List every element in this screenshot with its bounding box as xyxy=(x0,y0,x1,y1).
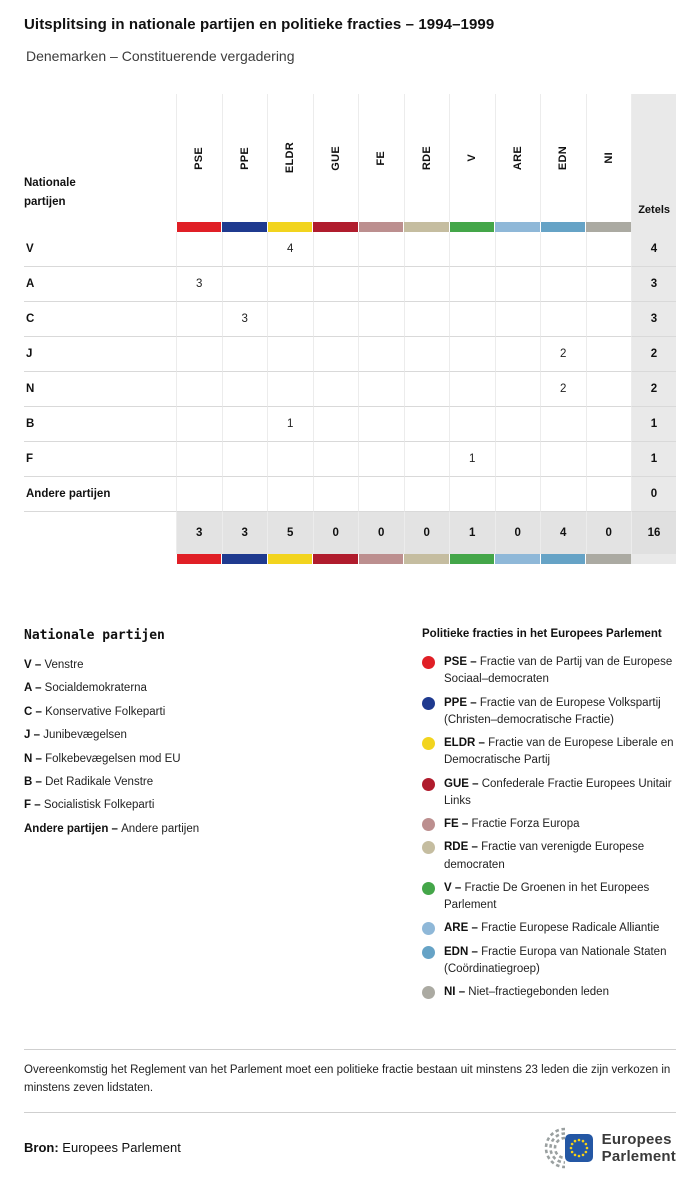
group-color-dot xyxy=(422,697,435,710)
legend-group-code: PPE – xyxy=(444,696,480,709)
colorbar-PPE-top xyxy=(222,222,268,232)
legend-party-code: N – xyxy=(24,752,46,765)
legend-group-item xyxy=(422,944,676,979)
legend-group-item xyxy=(422,816,676,833)
colorbar-GUE-top xyxy=(313,222,359,232)
total-EDN: 4 xyxy=(540,512,586,554)
colorbar-FE-top xyxy=(358,222,404,232)
legend-group-item xyxy=(422,920,676,937)
colorbar-V-bottom xyxy=(449,554,495,564)
cell-Andere-partijen-RDE xyxy=(404,477,450,512)
cell-J-NI xyxy=(586,337,632,372)
column-header-label: RDE xyxy=(420,145,433,171)
cell-J-ARE xyxy=(495,337,541,372)
cell-N-ELDR xyxy=(267,372,313,407)
legend-party-item xyxy=(24,822,422,836)
column-header-label: EDN xyxy=(557,145,570,171)
group-color-bar xyxy=(268,222,313,232)
legend-parties-header: Nationale partijen xyxy=(24,628,165,643)
page-title: Uitsplitsing in nationale partijen en politieke fracties – 1994–1999 xyxy=(24,16,495,33)
cell-V-EDN xyxy=(540,232,586,267)
group-color-dot xyxy=(422,946,435,959)
colorbar-EDN-top xyxy=(540,222,586,232)
cell-A-V xyxy=(449,267,495,302)
source-label: Bron: xyxy=(24,1140,59,1156)
colorbar-ELDR-bottom xyxy=(267,554,313,564)
legend-party-code: B – xyxy=(24,775,46,788)
cell-N-EDN: 2 xyxy=(540,372,586,407)
cell-N-NI xyxy=(586,372,632,407)
group-color-bar xyxy=(313,222,358,232)
legend-group-text xyxy=(444,880,676,915)
cell-V-RDE xyxy=(404,232,450,267)
group-color-dot xyxy=(422,737,435,750)
colorbar-EDN-bottom xyxy=(540,554,586,564)
group-color-dot xyxy=(422,656,435,669)
cell-A-FE xyxy=(358,267,404,302)
legend-group-name: Fractie van de Europese Liberale en Democratische Partij xyxy=(444,737,674,767)
cell-J-EDN: 2 xyxy=(540,337,586,372)
cell-J-PPE xyxy=(222,337,268,372)
cell-N-V xyxy=(449,372,495,407)
group-color-bar xyxy=(313,554,358,564)
cell-F-ELDR xyxy=(267,442,313,477)
legend-party-name: Socialistisk Folkeparti xyxy=(43,799,155,812)
legend-party-code: V – xyxy=(24,659,45,671)
legend-political-groups xyxy=(422,628,676,1007)
cell-N-PPE xyxy=(222,372,268,407)
column-header-label: V xyxy=(466,154,479,162)
cell-F-PPE xyxy=(222,442,268,477)
group-color-bar xyxy=(495,222,540,232)
cell-B-FE xyxy=(358,407,404,442)
colorbar-PSE-bottom xyxy=(176,554,222,564)
cell-B-GUE xyxy=(313,407,359,442)
cell-B-EDN xyxy=(540,407,586,442)
legend-party-code: A – xyxy=(24,682,45,695)
total-GUE: 0 xyxy=(313,512,359,554)
seats-B: 1 xyxy=(631,407,676,442)
legend-party-item xyxy=(24,658,422,672)
legend-group-code: EDN – xyxy=(444,945,482,958)
legend-group-text xyxy=(444,984,609,1001)
row-header-label: Nationale partijen xyxy=(24,177,76,209)
group-color-dot xyxy=(422,882,435,895)
cell-Andere-partijen-PPE xyxy=(222,477,268,512)
group-color-bar xyxy=(359,222,404,232)
group-color-bar xyxy=(541,554,586,564)
legend-group-name: Niet–fractiegebonden leden xyxy=(468,986,609,998)
cell-B-NI xyxy=(586,407,632,442)
footnote: Overeenkomstig het Reglement van het Parlement moet een politieke fractie bestaan uit minstens 23 leden die zijn verkozen in minstens zeven lidstaten. xyxy=(24,1064,671,1095)
seats-Andere-partijen: 0 xyxy=(631,477,676,512)
legend-group-text xyxy=(444,776,676,811)
cell-N-RDE xyxy=(404,372,450,407)
party-label-J: J xyxy=(24,337,176,372)
legend-group-item xyxy=(422,776,676,811)
cell-Andere-partijen-ELDR xyxy=(267,477,313,512)
colorbar-V-top xyxy=(449,222,495,232)
cell-B-PSE xyxy=(176,407,222,442)
legend-party-name: Socialdemokraterna xyxy=(44,682,147,695)
cell-C-EDN xyxy=(540,302,586,337)
divider-top xyxy=(24,1049,676,1050)
cell-Andere-partijen-PSE xyxy=(176,477,222,512)
legend-party-item xyxy=(24,798,422,812)
cell-B-PPE xyxy=(222,407,268,442)
total-V: 1 xyxy=(449,512,495,554)
party-label-B: B xyxy=(24,407,176,442)
group-color-bar xyxy=(222,222,267,232)
seats-header-label: Zetels xyxy=(638,204,670,216)
legend-group-item xyxy=(422,735,676,770)
cell-N-FE xyxy=(358,372,404,407)
column-header-label: FE xyxy=(375,150,388,166)
legend-party-code: C – xyxy=(24,705,46,718)
legend-group-text xyxy=(444,839,676,874)
cell-Andere-partijen-FE xyxy=(358,477,404,512)
total-ARE: 0 xyxy=(495,512,541,554)
ep-hemicycle-flag-icon xyxy=(529,1125,595,1171)
cell-Andere-partijen-GUE xyxy=(313,477,359,512)
cell-J-ELDR xyxy=(267,337,313,372)
column-header-PSE xyxy=(176,94,222,222)
cell-C-ELDR xyxy=(267,302,313,337)
cell-F-PSE xyxy=(176,442,222,477)
legend-party-name: Det Radikale Venstre xyxy=(45,775,154,788)
column-header-EDN xyxy=(540,94,586,222)
column-header-label: ARE xyxy=(511,145,524,171)
cell-A-ARE xyxy=(495,267,541,302)
group-color-dot xyxy=(422,922,435,935)
legend-group-name: Fractie De Groenen in het Europees Parlement xyxy=(444,881,650,911)
seats-V: 4 xyxy=(631,232,676,267)
group-color-bar xyxy=(404,554,449,564)
legend-party-name: Folkebevægelsen mod EU xyxy=(45,752,181,765)
colorbar-seats-spacer-top xyxy=(631,222,676,232)
column-header-NI xyxy=(586,94,632,222)
source xyxy=(24,1140,181,1155)
cell-A-NI xyxy=(586,267,632,302)
legend-group-item xyxy=(422,880,676,915)
total-RDE: 0 xyxy=(404,512,450,554)
legend-group-name: Fractie Europa van Nationale Staten (Coördinatiegroep) xyxy=(444,945,667,975)
seats-C: 3 xyxy=(631,302,676,337)
group-color-bar xyxy=(268,554,313,564)
legend-group-code: RDE – xyxy=(444,841,482,854)
cell-N-PSE xyxy=(176,372,222,407)
legend-group-name: Fractie Forza Europa xyxy=(471,818,580,830)
cell-A-RDE xyxy=(404,267,450,302)
cell-B-ELDR: 1 xyxy=(267,407,313,442)
page-subtitle: Denemarken – Constituerende vergadering xyxy=(26,48,295,64)
totals-spacer xyxy=(24,512,176,554)
total-NI: 0 xyxy=(586,512,632,554)
cell-V-NI xyxy=(586,232,632,267)
legend-party-name: Konservative Folkeparti xyxy=(45,705,166,718)
colorbar-ARE-top xyxy=(495,222,541,232)
legend-party-code: J – xyxy=(24,729,44,742)
cell-A-PPE xyxy=(222,267,268,302)
legend-group-text xyxy=(444,654,676,689)
legend-group-code: V – xyxy=(444,881,465,894)
group-color-bar xyxy=(586,222,631,232)
party-label-V: V xyxy=(24,232,176,267)
cell-Andere-partijen-NI xyxy=(586,477,632,512)
cell-J-GUE xyxy=(313,337,359,372)
legend-group-name: Fractie van verenigde Europese democraten xyxy=(444,841,645,871)
cell-F-EDN xyxy=(540,442,586,477)
table-corner xyxy=(24,94,176,222)
legend-parties-list xyxy=(24,658,422,836)
cell-V-ELDR: 4 xyxy=(267,232,313,267)
legend-group-text xyxy=(444,920,659,937)
legend-group-name: Fractie van de Partij van de Europese Sociaal–democraten xyxy=(444,656,673,686)
legend-party-code: F – xyxy=(24,799,44,812)
cell-J-V xyxy=(449,337,495,372)
total-ELDR: 5 xyxy=(267,512,313,554)
cell-A-GUE xyxy=(313,267,359,302)
group-color-dot xyxy=(422,818,435,831)
group-color-dot xyxy=(422,778,435,791)
cell-Andere-partijen-EDN xyxy=(540,477,586,512)
cell-C-FE xyxy=(358,302,404,337)
cell-F-NI xyxy=(586,442,632,477)
legend-group-text xyxy=(444,944,676,979)
colorbar-RDE-bottom xyxy=(404,554,450,564)
group-color-bar xyxy=(586,554,631,564)
column-header-seats xyxy=(631,94,676,222)
colorbar-spacer-top xyxy=(24,222,176,232)
party-label-A: A xyxy=(24,267,176,302)
column-header-FE xyxy=(358,94,404,222)
legend-groups-list xyxy=(422,654,676,1001)
cell-A-EDN xyxy=(540,267,586,302)
group-color-bar xyxy=(495,554,540,564)
column-header-ARE xyxy=(495,94,541,222)
cell-N-GUE xyxy=(313,372,359,407)
legend-group-code: ELDR – xyxy=(444,737,489,749)
colorbar-seats-spacer-bottom xyxy=(631,554,676,564)
party-label-C: C xyxy=(24,302,176,337)
colorbar-NI-top xyxy=(586,222,632,232)
group-color-bar xyxy=(450,554,495,564)
column-header-label: NI xyxy=(602,152,615,164)
ep-logo-text-line2: Parlement xyxy=(601,1147,676,1165)
group-color-bar xyxy=(359,554,404,564)
party-label-N: N xyxy=(24,372,176,407)
cell-V-GUE xyxy=(313,232,359,267)
colorbar-spacer-bottom xyxy=(24,554,176,564)
legend-groups-header: Politieke fracties in het Europees Parlement xyxy=(422,628,662,640)
legend-national-parties xyxy=(24,628,422,1007)
group-color-bar xyxy=(222,554,267,564)
cell-J-RDE xyxy=(404,337,450,372)
cell-C-V xyxy=(449,302,495,337)
legend-section xyxy=(24,628,676,1007)
group-color-dot xyxy=(422,986,435,999)
ep-logo-text xyxy=(602,1131,676,1166)
legend-group-item xyxy=(422,654,676,689)
group-color-bar xyxy=(177,554,222,564)
column-header-label: GUE xyxy=(329,145,342,171)
legend-group-code: PSE – xyxy=(444,656,480,668)
column-header-label: PPE xyxy=(238,146,251,170)
cell-V-V xyxy=(449,232,495,267)
total-seats: 16 xyxy=(631,512,676,554)
ep-logo xyxy=(529,1125,676,1171)
cell-N-ARE xyxy=(495,372,541,407)
colorbar-GUE-bottom xyxy=(313,554,359,564)
total-PSE: 3 xyxy=(176,512,222,554)
colorbar-PPE-bottom xyxy=(222,554,268,564)
column-header-RDE xyxy=(404,94,450,222)
cell-J-FE xyxy=(358,337,404,372)
column-header-GUE xyxy=(313,94,359,222)
total-FE: 0 xyxy=(358,512,404,554)
group-color-dot xyxy=(422,841,435,854)
legend-party-item xyxy=(24,681,422,695)
cell-B-RDE xyxy=(404,407,450,442)
colorbar-RDE-top xyxy=(404,222,450,232)
group-color-bar xyxy=(450,222,495,232)
cell-V-FE xyxy=(358,232,404,267)
cell-C-RDE xyxy=(404,302,450,337)
party-label-F: F xyxy=(24,442,176,477)
legend-party-name: Venstre xyxy=(44,659,84,671)
column-header-V xyxy=(449,94,495,222)
colorbar-FE-bottom xyxy=(358,554,404,564)
cell-C-PPE: 3 xyxy=(222,302,268,337)
party-table xyxy=(24,94,676,564)
divider-bottom xyxy=(24,1112,676,1113)
column-header-label: PSE xyxy=(193,146,206,170)
cell-F-V: 1 xyxy=(449,442,495,477)
legend-party-name: Junibevægelsen xyxy=(43,729,127,742)
legend-group-code: FE – xyxy=(444,818,472,830)
cell-Andere-partijen-V xyxy=(449,477,495,512)
legend-party-item xyxy=(24,705,422,719)
legend-party-name: Andere partijen xyxy=(121,822,200,835)
party-label-Andere-partijen: Andere partijen xyxy=(24,477,176,512)
legend-party-item xyxy=(24,775,422,789)
total-PPE: 3 xyxy=(222,512,268,554)
seats-J: 2 xyxy=(631,337,676,372)
ep-logo-text-line1: Europees xyxy=(601,1130,672,1148)
cell-F-ARE xyxy=(495,442,541,477)
cell-J-PSE xyxy=(176,337,222,372)
cell-F-GUE xyxy=(313,442,359,477)
cell-V-ARE xyxy=(495,232,541,267)
cell-C-GUE xyxy=(313,302,359,337)
legend-group-item xyxy=(422,839,676,874)
colorbar-NI-bottom xyxy=(586,554,632,564)
cell-C-ARE xyxy=(495,302,541,337)
legend-group-text xyxy=(444,816,580,833)
seats-A: 3 xyxy=(631,267,676,302)
cell-C-PSE xyxy=(176,302,222,337)
group-color-bar xyxy=(177,222,222,232)
legend-group-item xyxy=(422,984,676,1001)
cell-A-PSE: 3 xyxy=(176,267,222,302)
legend-group-name: Confederale Fractie Europees Unitair Links xyxy=(444,777,672,807)
cell-F-FE xyxy=(358,442,404,477)
legend-group-text xyxy=(444,735,676,770)
column-header-label: ELDR xyxy=(284,142,297,174)
cell-A-ELDR xyxy=(267,267,313,302)
column-header-ELDR xyxy=(267,94,313,222)
group-color-bar xyxy=(541,222,586,232)
cell-V-PPE xyxy=(222,232,268,267)
legend-party-item xyxy=(24,752,422,766)
legend-group-code: NI – xyxy=(444,986,469,998)
cell-C-NI xyxy=(586,302,632,337)
cell-F-RDE xyxy=(404,442,450,477)
legend-group-code: ARE – xyxy=(444,922,482,935)
cell-Andere-partijen-ARE xyxy=(495,477,541,512)
legend-party-item xyxy=(24,728,422,742)
legend-group-text xyxy=(444,695,676,730)
colorbar-PSE-top xyxy=(176,222,222,232)
legend-group-name: Fractie Europese Radicale Alliantie xyxy=(481,922,660,935)
legend-group-name: Fractie van de Europese Volkspartij (Christen–democratische Fractie) xyxy=(444,696,661,726)
colorbar-ELDR-top xyxy=(267,222,313,232)
cell-B-ARE xyxy=(495,407,541,442)
group-color-bar xyxy=(404,222,449,232)
legend-group-code: GUE – xyxy=(444,777,482,790)
column-header-PPE xyxy=(222,94,268,222)
cell-V-PSE xyxy=(176,232,222,267)
legend-party-code: Andere partijen – xyxy=(24,822,122,835)
seats-F: 1 xyxy=(631,442,676,477)
legend-group-item xyxy=(422,695,676,730)
footer xyxy=(24,1125,676,1171)
cell-B-V xyxy=(449,407,495,442)
colorbar-ARE-bottom xyxy=(495,554,541,564)
seats-N: 2 xyxy=(631,372,676,407)
source-text: Europees Parlement xyxy=(62,1140,181,1156)
